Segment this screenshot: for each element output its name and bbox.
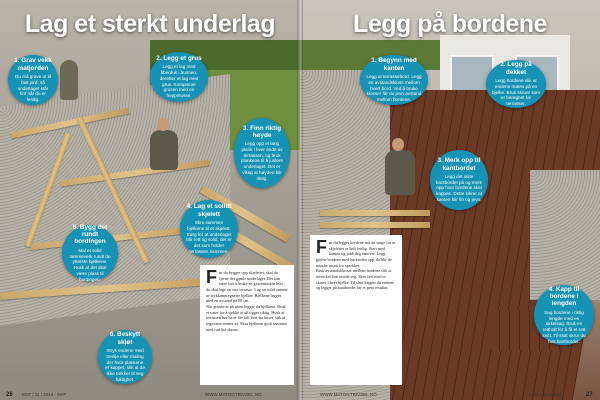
footer-left: MAT | 11 | 2014 - MAT — [22, 392, 67, 397]
article-paragraph: ør du bygger opp skjelettet, skal du fjerne det gamle underlaget. Det kan være lurt å bruke en gravemaskin hvis du skal lage en stor terrasse. Lag en solid ramme av trykkimpregnerte bjelker. Bjelkene legges med en avstand på 60 cm. — [206, 270, 288, 304]
page-gutter — [297, 0, 303, 400]
callout-title: 1. Grav vekk matjorden — [14, 57, 52, 72]
worker-figure — [150, 130, 178, 170]
worker-head — [157, 118, 169, 131]
callout-step-3 — [234, 118, 290, 188]
callout-body: Legg bordene slik at endene møtes på en bjelke. Bruk skruer som er beregnet for terrasser. — [492, 78, 540, 106]
footer-right: MAT | 11 | 2014 — [530, 392, 562, 397]
callout-body: Legg opp et lang plank i hver ende av terrassen, og bruk plankene til å justere underlaget. Det er viktig at høyden blir riktig. — [240, 141, 284, 181]
callout-step-2 — [150, 52, 208, 102]
callout-step-r3 — [430, 150, 488, 210]
callout-body: Legg det siste kantbordet på og merk opp hvor bordene skal kappes. Dette sikrer at kanten blir fin og jevn. — [436, 174, 482, 202]
callout-body: Mal et solid rammeverk rundt de ytterste bjelkene. Husk at det skal være plass til bordingen. — [69, 247, 111, 282]
callout-step-r2 — [486, 60, 546, 108]
callout-step-6 — [98, 330, 152, 384]
callout-step-1 — [8, 55, 58, 105]
callout-step-r1 — [360, 55, 428, 105]
page-title-left: Lag et sterkt underlag — [24, 10, 276, 38]
worker-figure — [60, 60, 78, 100]
article-paragraph: ør du legger bordene må du sørge for at skjelettet er helt ferdig. Start med kanten og jobb deg innover. Legg gjerne bordene med barksiden opp, da blir de mindre utsatt for sprekker. — [316, 240, 396, 268]
right-page — [300, 0, 600, 400]
callout-body: Stryk endene med treolje eller maling der hvor plankene er kappet, slik at de ikke trekker til seg fuktighet. — [105, 348, 145, 382]
page-title-right: Legg på bordene — [353, 10, 547, 38]
page-number-left: 26 — [6, 392, 13, 398]
footer-url-right: WWW.MATOGTRIVSEL.NO — [320, 392, 377, 397]
callout-body: Du må grave ut til fast jord, så underlaget står fint når du er ferdig. — [15, 74, 51, 102]
callout-title: 4. Lag et solidt skjelett — [186, 203, 232, 218]
plank — [320, 222, 430, 228]
gravel-bed — [530, 170, 600, 300]
callout-title: 3. Merk opp til kantbordet — [437, 157, 481, 172]
article-paragraph: Når grusen er på plass legger du bjelkene. Bruk et vater for å sjekke at alt ligger riktig. Husk at terrassen bør ha et lite fall bort fra huset, slik at regnvann renner av. Skru bjelkene godt sammen med rustfrie skruer. — [206, 304, 287, 332]
callout-body: Legg et lag med fiberduk i bunnen, deretter et lag med grus. Komprimer grusen med en hoppetusse. — [159, 64, 199, 99]
callout-body: Skru sammen bjelkene til et skjelett. Sørg for at underlaget blir rett og solid, det er det som holder terrassen sammen. — [186, 220, 232, 254]
article-text-left — [200, 265, 294, 385]
callout-title: 6. Beskytt skjøt — [109, 331, 141, 346]
worker-figure — [385, 150, 415, 195]
callout-title: 5. Bygg det rundt bordingen — [72, 223, 108, 246]
callout-body: Sag bordene i riktig lengde med en sirkelsag. Bruk en rettholt for å få et rett snitt. Til slutt skrur du fast kantbordet. — [542, 309, 586, 344]
callout-title: 4. Kapp til bordene i lengden — [548, 285, 580, 308]
callout-title: 3. Finn riktig høyde — [243, 124, 281, 139]
plank — [320, 210, 430, 216]
dropcap: F — [316, 237, 327, 257]
dropcap: F — [206, 267, 217, 287]
article-paragraph: Bruk avstandsklosser mellom bordene slik at treverket kan utvide seg. Skru fast med to skruer i hver bjelke. Til slutt kapper du endene og legger på kantbordet for et pent resultat. — [316, 268, 395, 291]
callout-step-5 — [62, 225, 118, 281]
callout-title: 2. Legg på dekket — [500, 61, 532, 76]
article-text-right — [310, 235, 402, 385]
callout-title: 2. Legg et grus — [156, 55, 202, 63]
callout-step-4 — [180, 200, 238, 258]
callout-body: Legg ut terrassebord. Legg en avstandskloss mellom hvert bord. Ved å bruke klosser får du jevn avstand mellom bordene. — [366, 74, 422, 102]
callout-step-r4 — [534, 285, 594, 345]
callout-title: 1. Begynn med kanten — [371, 57, 417, 72]
footer-url-left: WWW.MATOGTRIVSEL.NO — [205, 392, 262, 397]
worker-head — [392, 138, 404, 151]
page-number-right: 27 — [586, 392, 593, 398]
